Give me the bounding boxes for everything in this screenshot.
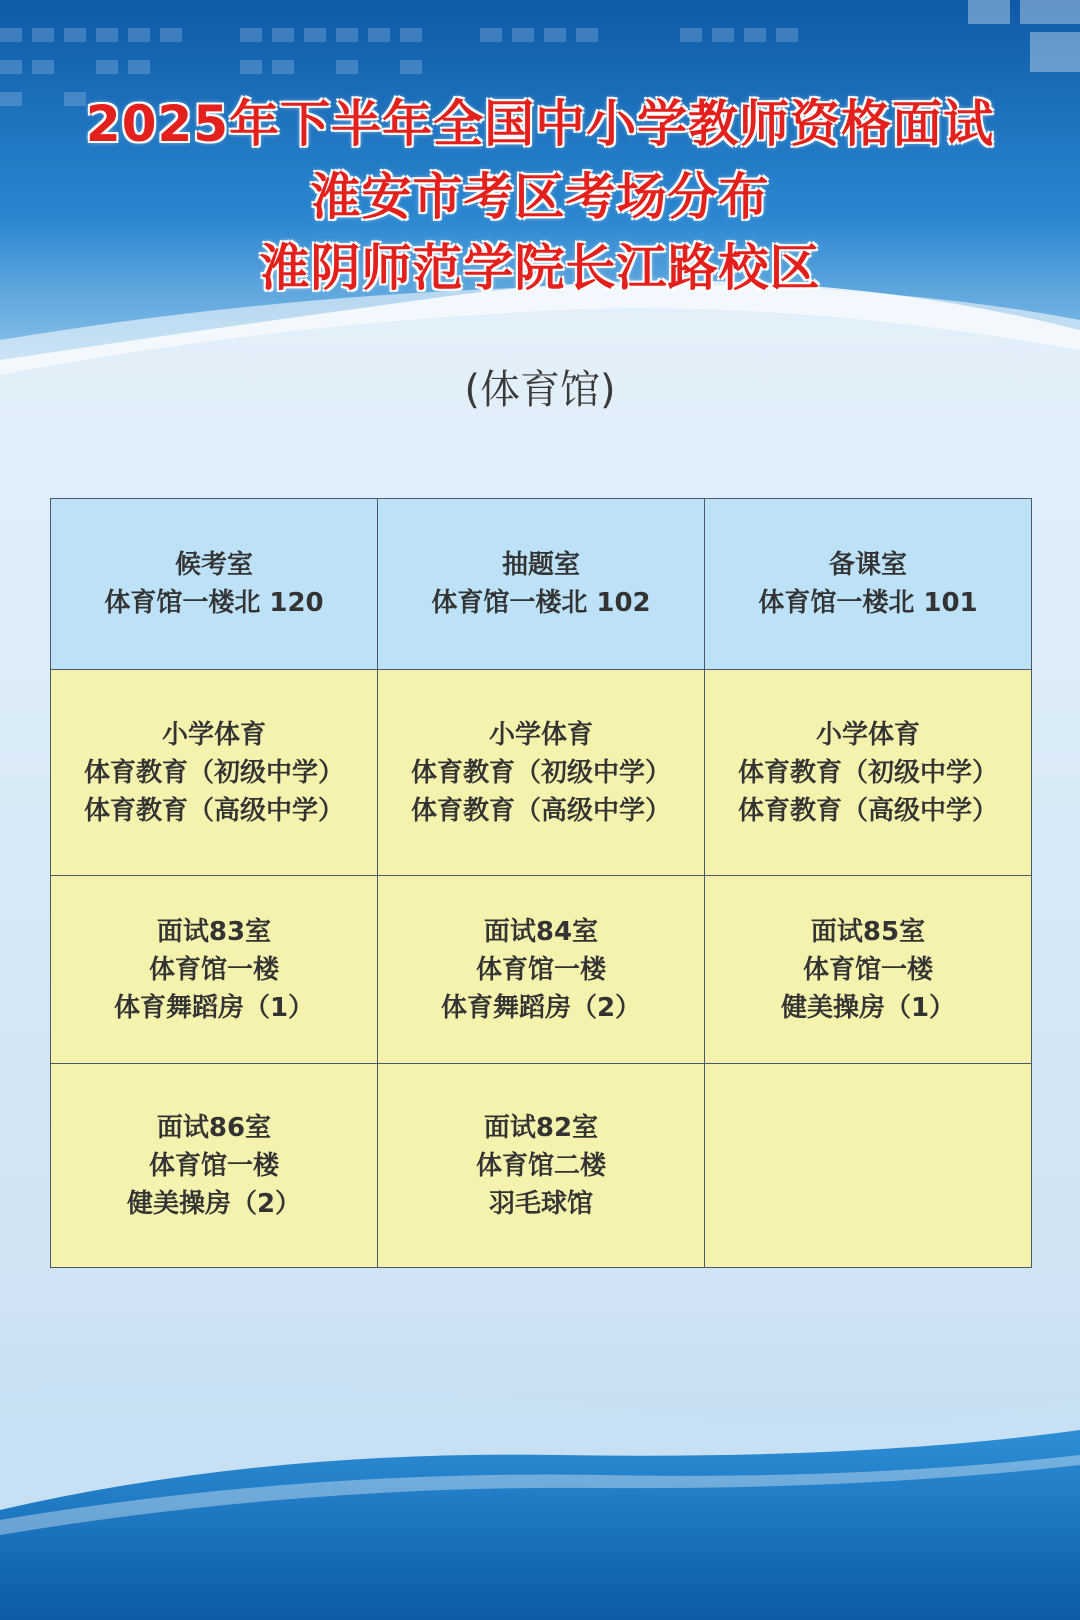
- table-row: [51, 876, 1032, 1064]
- cell-line: 抽题室: [501, 550, 580, 580]
- subject-cell: [51, 670, 378, 876]
- cell-line: 体育馆一楼: [802, 954, 933, 985]
- cell-line: 羽毛球馆: [488, 1188, 593, 1219]
- cell-line: 体育教育（高级中学）: [737, 795, 998, 826]
- cell-line: 体育馆一楼: [148, 954, 279, 985]
- cell-line: 体育教育（初级中学）: [83, 757, 344, 788]
- title-line-2: 淮安市考区考场分布: [310, 168, 770, 226]
- cell-line: 备课室: [828, 550, 907, 580]
- cell-line: 体育教育（高级中学）: [83, 795, 344, 826]
- title-line-3: 淮阴师范学院长江路校区: [259, 239, 821, 297]
- cell-line: 体育教育（高级中学）: [410, 795, 671, 826]
- cell-line: 体育教育（初级中学）: [410, 757, 671, 788]
- cell-line: 面试85室: [810, 916, 926, 947]
- cell-line: 体育馆一楼北 101: [758, 588, 978, 618]
- cell-line: 面试84室: [483, 916, 599, 947]
- cell-line: 体育馆一楼: [475, 954, 606, 985]
- cell-line: 体育馆一楼: [148, 1150, 279, 1181]
- interview-room-cell: [51, 876, 378, 1064]
- cell-line: 面试86室: [156, 1112, 272, 1143]
- cell-line: 体育教育（初级中学）: [737, 757, 998, 788]
- draw-room-cell: [378, 499, 705, 670]
- interview-room-cell: [378, 1064, 705, 1268]
- cell-line: 健美操房（2）: [126, 1188, 302, 1219]
- cell-line: 小学体育: [161, 719, 266, 750]
- interview-room-cell: [378, 876, 705, 1064]
- subject-cell: [378, 670, 705, 876]
- cell-line: 体育馆二楼: [475, 1150, 606, 1181]
- cell-line: 小学体育: [488, 719, 593, 750]
- cell-line: 体育舞蹈房（2）: [440, 992, 642, 1023]
- title-line-1: 2025年下半年全国中小学教师资格面试: [85, 95, 995, 153]
- table-row: [51, 670, 1032, 876]
- cell-line: 体育舞蹈房（1）: [113, 992, 315, 1023]
- subject-cell: [705, 670, 1032, 876]
- interview-room-cell: [705, 876, 1032, 1064]
- cell-line: 面试82室: [483, 1112, 599, 1143]
- cell-line: 面试83室: [156, 916, 272, 947]
- cell-line: 体育馆一楼北 102: [431, 588, 651, 618]
- cell-line: 体育馆一楼北 120: [104, 588, 324, 618]
- bottom-wave-background: [0, 1330, 1080, 1620]
- empty-cell: [705, 1064, 1032, 1268]
- cell-line: 小学体育: [815, 719, 920, 750]
- venue-label: (体育馆): [464, 367, 616, 413]
- cell-line: 候考室: [174, 550, 253, 580]
- prep-room-cell: [705, 499, 1032, 670]
- waiting-room-cell: [51, 499, 378, 670]
- table-row: [51, 499, 1032, 670]
- interview-room-cell: [51, 1064, 378, 1268]
- cell-line: 健美操房（1）: [780, 992, 956, 1023]
- exam-room-table: [50, 498, 1032, 1268]
- table-row: [51, 1064, 1032, 1268]
